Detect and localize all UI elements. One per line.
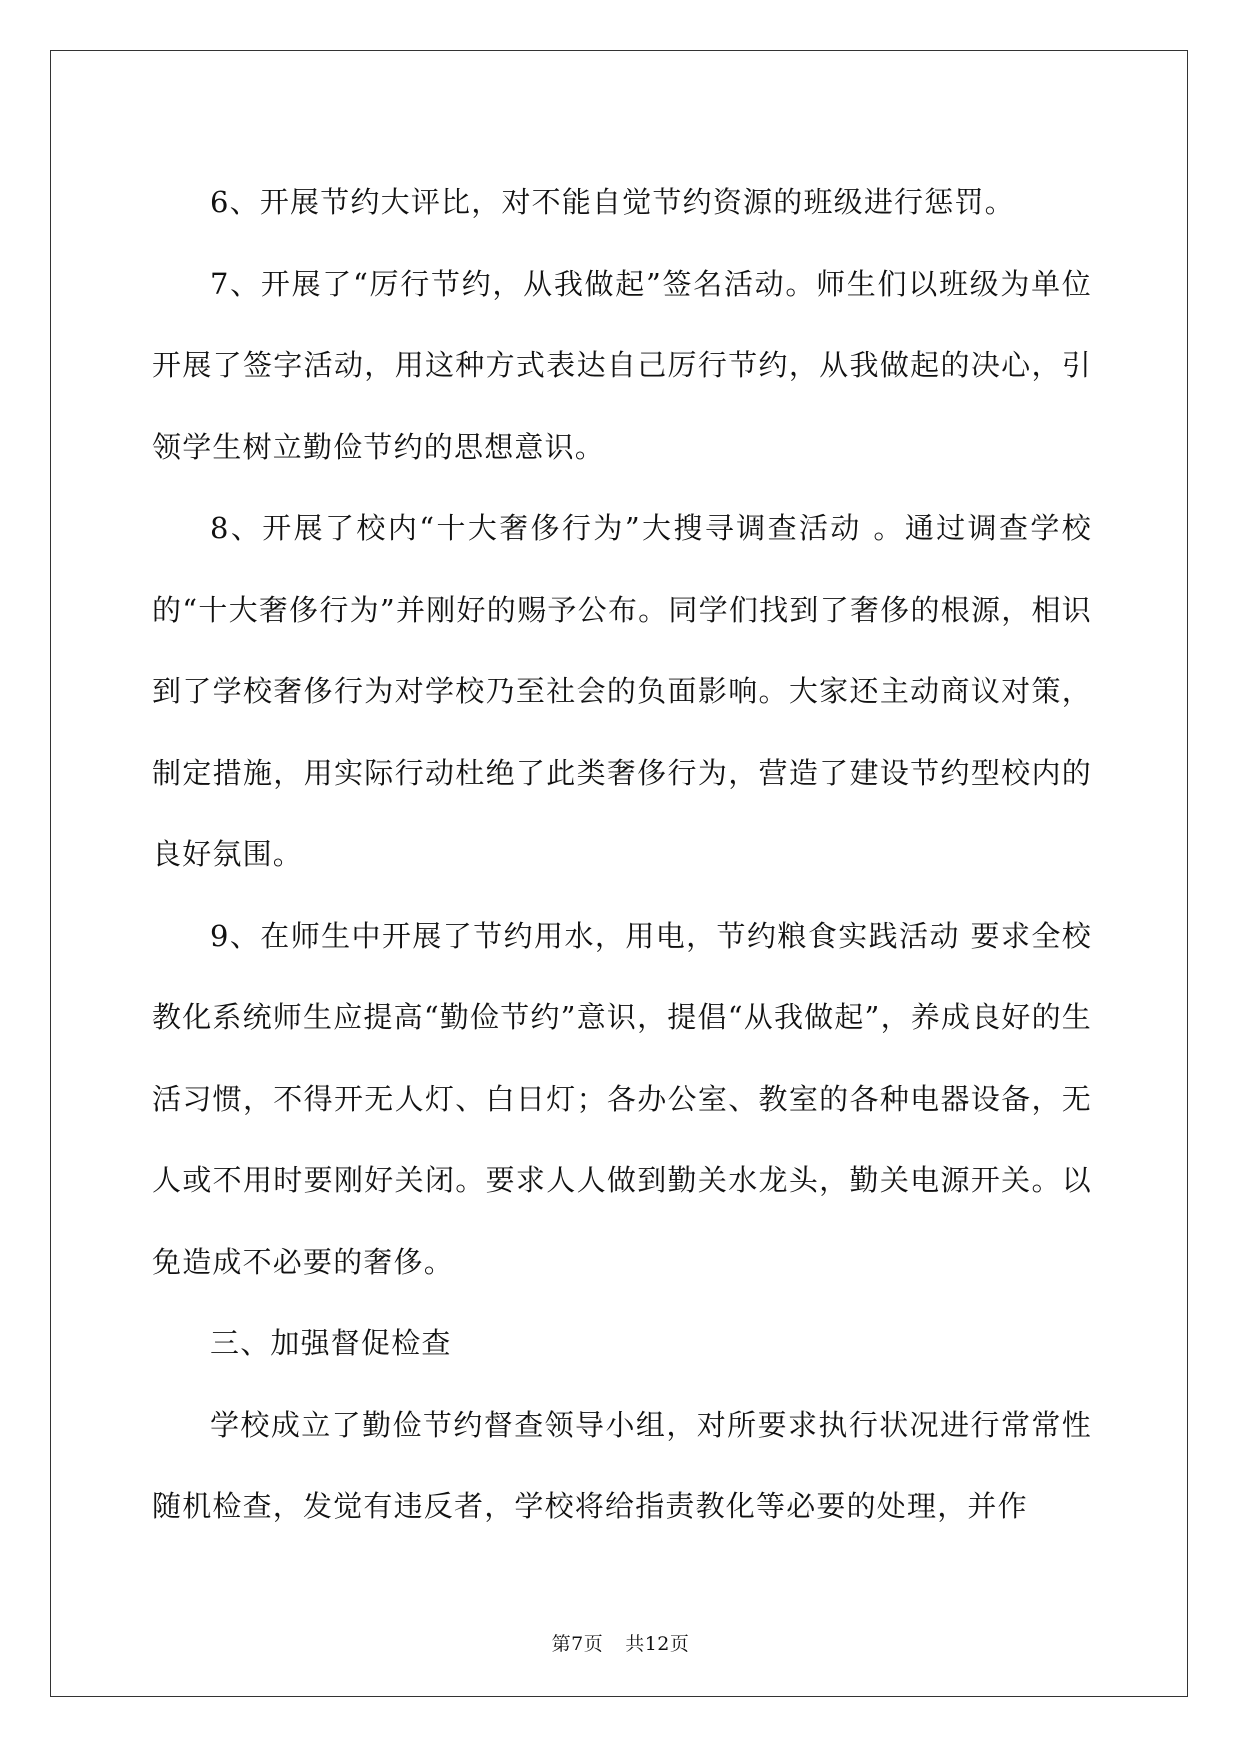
paragraph-item-8: 8、开展了校内“十大奢侈行为”大搜寻调查活动 。通过调查学校的“十大奢侈行为”并刚好的赐予公布。同学们找到了奢侈的根源，相识到了学校奢侈行为对学校乃至社会的负面影响。大家还主动商议对策，制定措施，用实际行动杜绝了此类奢侈行为，营造了建设节约型校内的良好氛围。 [152, 511, 1092, 871]
page-number-total: 共12页 [625, 1633, 690, 1655]
page-number-current: 第7页 [551, 1633, 604, 1655]
paragraph-item-9: 9、在师生中开展了节约用水，用电，节约粮食实践活动 要求全校教化系统师生应提高“勤俭节约”意识，提倡“从我做起”，养成良好的生活习惯，不得开无人灯、白日灯；各办公室、教室的各种电器设备，无人或不用时要刚好关闭。要求人人做到勤关水龙头，勤关电源开关。以免造成不必要的奢侈。 [152, 918, 1092, 1279]
paragraph-item-6: 6、开展节约大评比，对不能自觉节约资源的班级进行惩罚。 [210, 185, 1015, 219]
document-body [152, 162, 1092, 1548]
paragraph-supervision: 学校成立了勤俭节约督查领导小组，对所要求执行状况进行常常性随机检查，发觉有违反者，学校将给指责教化等必要的处理，并作 [152, 1407, 1092, 1523]
section-heading: 三、加强督促检查 [210, 1326, 452, 1360]
page-footer [0, 1629, 1241, 1656]
paragraph-item-7: 7、开展了“厉行节约，从我做起”签名活动。师生们以班级为单位开展了签字活动，用这种方式表达自己厉行节约，从我做起的决心，引领学生树立勤俭节约的思想意识。 [152, 266, 1092, 464]
